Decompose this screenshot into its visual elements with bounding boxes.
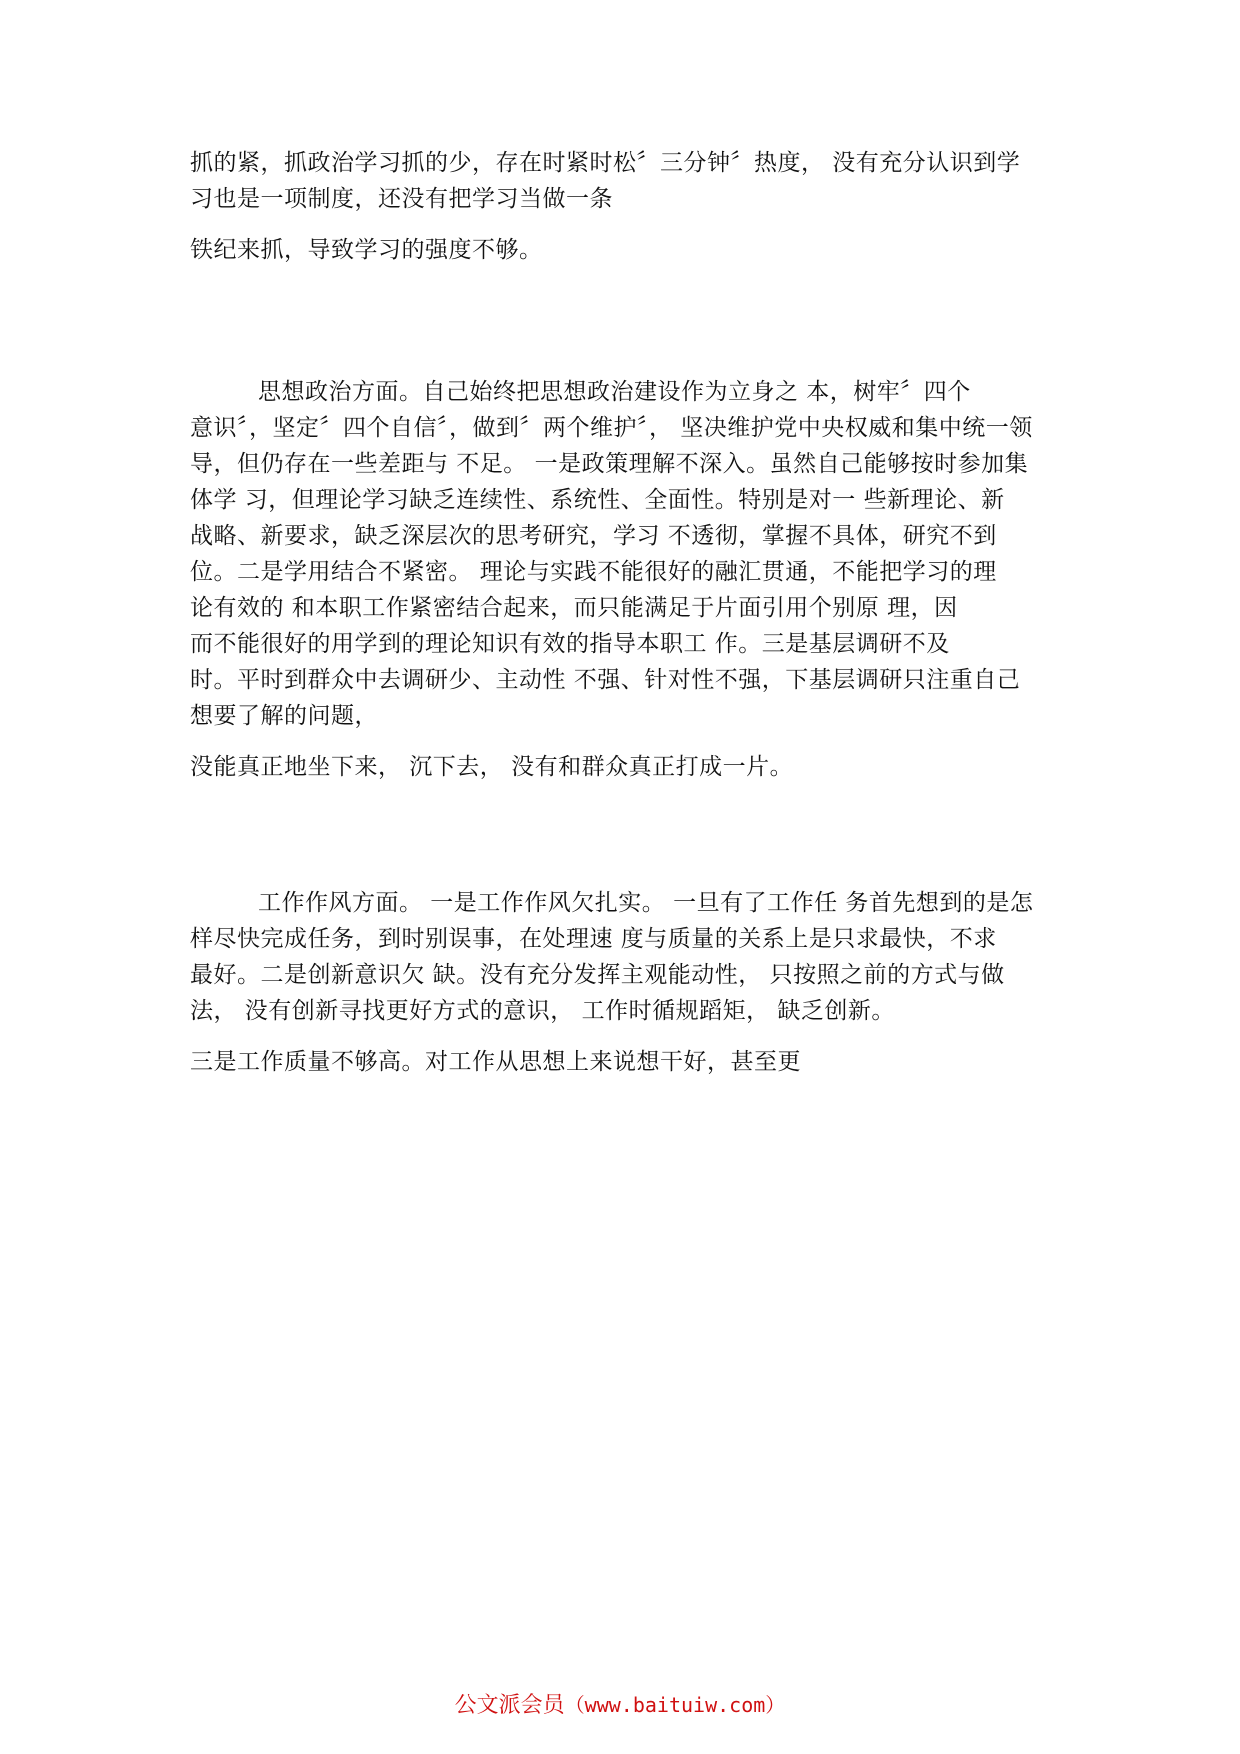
paragraph-first-line: 思想政治方面。自己始终把思想政治建设作为立身之 本，树牢〞四个 <box>258 379 971 405</box>
paragraph-line: 习也是一项制度，还没有把学习当做一条 <box>190 186 613 212</box>
paragraph-first-line: 工作作风方面。 一是工作作风欠扎实。 一旦有了工作任 务首先想到的是怎 <box>258 890 1034 916</box>
paragraph-line: 样尽快完成任务，到时别误事，在处理速 度与质量的关系上是只求最快，不求 <box>190 926 997 952</box>
paragraph-line: 三是工作质量不够高。对工作从思想上来说想干好，甚至更 <box>190 1049 801 1075</box>
paragraph-line: 时。平时到群众中去调研少、主动性 不强、针对性不强，下基层调研只注重自己 <box>190 667 1021 693</box>
paragraph-line: 意识〞，坚定〞四个自信〞，做到〞两个维护〞， 坚决维护党中央权威和集中统一领 <box>190 415 1033 441</box>
paragraph-line: 最好。二是创新意识欠 缺。没有充分发挥主观能动性， 只按照之前的方式与做 <box>190 962 1005 988</box>
paragraph-line: 而不能很好的用学到的理论知识有效的指导本职工 作。三是基层调研不及 <box>190 631 950 657</box>
paragraph-line: 导，但仍存在一些差距与 不足。 一是政策理解不深入。虽然自己能够按时参加集 <box>190 451 1029 477</box>
paragraph-line: 没能真正地坐下来， 沉下去， 没有和群众真正打成一片。 <box>190 754 794 780</box>
paragraph-line: 抓的紧，抓政治学习抓的少，存在时紧时松〞三分钟〞热度， 没有充分认识到学 <box>190 150 1021 176</box>
paragraph-line: 位。二是学用结合不紧密。 理论与实践不能很好的融汇贯通，不能把学习的理 <box>190 559 997 585</box>
paragraph-line: 战略、新要求，缺乏深层次的思考研究，学习 不透彻，掌握不具体，研究不到 <box>190 523 997 549</box>
paragraph-line: 想要了解的问题， <box>190 703 378 729</box>
paragraph-line: 论有效的 和本职工作紧密结合起来，而只能满足于片面引用个别原 理，因 <box>190 595 958 621</box>
footer-url: （www.baituiw.com） <box>564 1693 786 1717</box>
paragraph-line: 法， 没有创新寻找更好方式的意识， 工作时循规蹈矩， 缺乏创新。 <box>190 998 895 1024</box>
footer-watermark <box>0 1690 1240 1721</box>
paragraph-line: 铁纪来抓，导致学习的强度不够。 <box>190 237 543 263</box>
footer-label: 公文派会员 <box>454 1693 565 1718</box>
paragraph-line: 体学 习，但理论学习缺乏连续性、系统性、全面性。特别是对一 些新理论、新 <box>190 487 1005 513</box>
